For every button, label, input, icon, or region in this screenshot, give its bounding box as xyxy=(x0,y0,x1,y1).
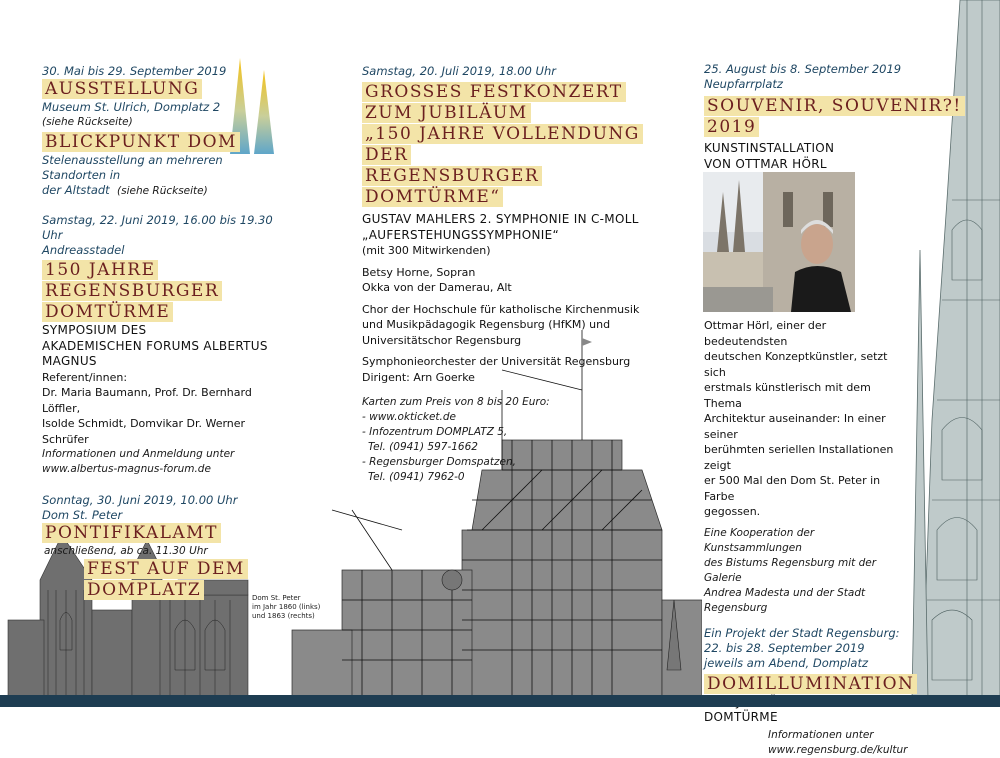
souvenir-date: 25. August bis 8. September 2019 xyxy=(704,62,902,76)
souvenir-sub-2: VON OTTMAR HÖRL xyxy=(704,156,827,171)
description-line-3: erstmals künstlerisch mit dem Thema xyxy=(704,381,871,410)
concert-title-4: REGENSBURGER DOMTÜRME“ xyxy=(362,166,662,208)
choir-line-3: Universitätschor Regensburg xyxy=(362,333,522,347)
column-left xyxy=(42,64,282,601)
symposium-info-link[interactable]: www.albertus-magnus-forum.de xyxy=(42,463,211,475)
project-line-1: Ein Projekt der Stadt Regensburg: xyxy=(704,625,900,640)
description-line-6: er 500 Mal den Dom St. Peter in Farbe xyxy=(704,474,881,503)
souvenir-place: Neupfarrplatz xyxy=(704,77,783,91)
description-line-5: berühmten seriellen Installationen zeigt xyxy=(704,443,894,472)
cooperation-line-3: Andrea Madesta und der Stadt Regensburg xyxy=(704,586,866,614)
souvenir-sub-1: KUNSTINSTALLATION xyxy=(704,141,835,155)
orchestra-line-1: Symphonieorchester der Universität Regensburg xyxy=(362,355,631,368)
exhibition-date: 30. Mai bis 29. September 2019 xyxy=(42,64,227,78)
ottmar-hoerl-photo xyxy=(703,172,855,312)
souvenir-title-1: SOUVENIR, SOUVENIR?! xyxy=(704,96,904,117)
cooperation-line-1: Eine Kooperation der Kunstsammlungen xyxy=(704,526,815,554)
fest-title-2: DOMPLATZ xyxy=(84,580,282,601)
project-line-3: jeweils am Abend, Domplatz xyxy=(704,655,869,670)
symposium-sub-1: SYMPOSIUM DES xyxy=(42,323,147,337)
referents-line-2: Isolde Schmidt, Domvikar Dr. Werner Schrüfer xyxy=(42,417,246,446)
illumination-info: Informationen unter xyxy=(768,728,874,741)
tickets-heading: Karten zum Preis von 8 bis 20 Euro: xyxy=(362,396,550,408)
fest-title-1: FEST AUF DEM xyxy=(84,559,282,580)
symposium-title-2: REGENSBURGER DOMTÜRME xyxy=(42,281,282,323)
column-right xyxy=(704,62,962,172)
concert-title-3: „150 JAHRE VOLLENDUNG DER xyxy=(362,124,662,166)
bottom-bar xyxy=(0,695,1000,707)
referents-line-1: Dr. Maria Baumann, Prof. Dr. Bernhard Löffler, xyxy=(42,386,252,415)
tickets-domspatzen-phone: Tel. (0941) 7962-0 xyxy=(368,471,465,483)
concert-participants: (mit 300 Mitwirkenden) xyxy=(362,244,491,257)
column-middle xyxy=(362,64,662,485)
concert-sub-2: „AUFERSTEHUNGSSYMPHONIE“ xyxy=(362,227,560,242)
project-line-2: 22. bis 28. September 2019 xyxy=(704,640,865,655)
orchestra-line-2: Dirigent: Arn Goerke xyxy=(362,370,475,384)
symposium-info-1: Informationen und Anmeldung unter xyxy=(42,448,235,460)
symposium-place: Andreasstadel xyxy=(42,243,125,257)
concert-date: Samstag, 20. Juli 2019, 18.00 Uhr xyxy=(362,64,556,78)
blickpunkt-line-1: Stelenausstellung an mehreren Standorten in xyxy=(42,153,223,182)
description-line-4: Architektur auseinander: In einer seiner xyxy=(704,412,886,441)
souvenir-title-2: 2019 xyxy=(704,117,904,138)
mass-after: anschließend, ab ca. 11.30 Uhr xyxy=(44,545,208,557)
tickets-infozentrum: - Infozentrum DOMPLATZ 5, xyxy=(362,426,508,438)
description-line-2: deutschen Konzeptkünstler, setzt sich xyxy=(704,350,888,379)
souvenir-description xyxy=(704,318,915,758)
exhibition-title: AUSSTELLUNG xyxy=(42,79,282,100)
cooperation-line-2: des Bistums Regensburg mit der Galerie xyxy=(704,556,877,584)
exhibition-place: Museum St. Ulrich, Domplatz 2 xyxy=(42,100,221,114)
soloist-2: Okka von der Damerau, Alt xyxy=(362,281,512,294)
concert-title-1: GROSSES FESTKONZERT xyxy=(362,82,662,103)
choir-line-1: Chor der Hochschule für katholische Kirchenmusik xyxy=(362,302,640,316)
illumination-sub: DOMTÜRME xyxy=(704,710,778,724)
blickpunkt-line-2: der Altstadt (siehe Rückseite) xyxy=(42,183,208,197)
mass-title: PONTIFIKALAMT xyxy=(42,523,282,544)
description-line-1: Ottmar Hörl, einer der bedeutendsten xyxy=(704,319,827,348)
symposium-title-1: 150 JAHRE xyxy=(42,260,282,281)
symposium-date: Samstag, 22. Juni 2019, 16.00 bis 19.30 Uhr xyxy=(42,213,273,242)
mass-date: Sonntag, 30. Juni 2019, 10.00 Uhr xyxy=(42,493,238,507)
exhibition-note: (siehe Rückseite) xyxy=(42,116,133,128)
description-line-7: gegossen. xyxy=(704,505,761,518)
choir-line-2: und Musikpädagogik Regensburg (HfKM) und xyxy=(362,318,611,331)
tickets-infozentrum-phone: Tel. (0941) 597-1662 xyxy=(368,441,478,453)
concert-sub-1: GUSTAV MAHLERS 2. SYMPHONIE IN C-MOLL xyxy=(362,212,639,226)
blickpunkt-title: BLICKPUNKT DOM xyxy=(42,132,282,153)
symposium-sub-2: AKADEMISCHEN FORUMS ALBERTUS MAGNUS xyxy=(42,338,268,368)
caption-line-1: Dom St. Peter xyxy=(252,594,301,602)
illumination-title: DOMILLUMINATION xyxy=(704,674,904,695)
concert-title-2: ZUM JUBILÄUM xyxy=(362,103,662,124)
caption-line-3: und 1863 (rechts) xyxy=(252,612,315,620)
mass-place: Dom St. Peter xyxy=(42,508,123,522)
tickets-web-link[interactable]: - www.okticket.de xyxy=(362,411,456,423)
soloist-1: Betsy Horne, Sopran xyxy=(362,265,476,279)
referents-label: Referent/innen: xyxy=(42,370,128,384)
illumination-link[interactable]: www.regensburg.de/kultur xyxy=(768,743,908,756)
tickets-domspatzen: - Regensburger Domspatzen, xyxy=(362,456,516,468)
caption-line-2: im Jahr 1860 (links) xyxy=(252,603,321,611)
